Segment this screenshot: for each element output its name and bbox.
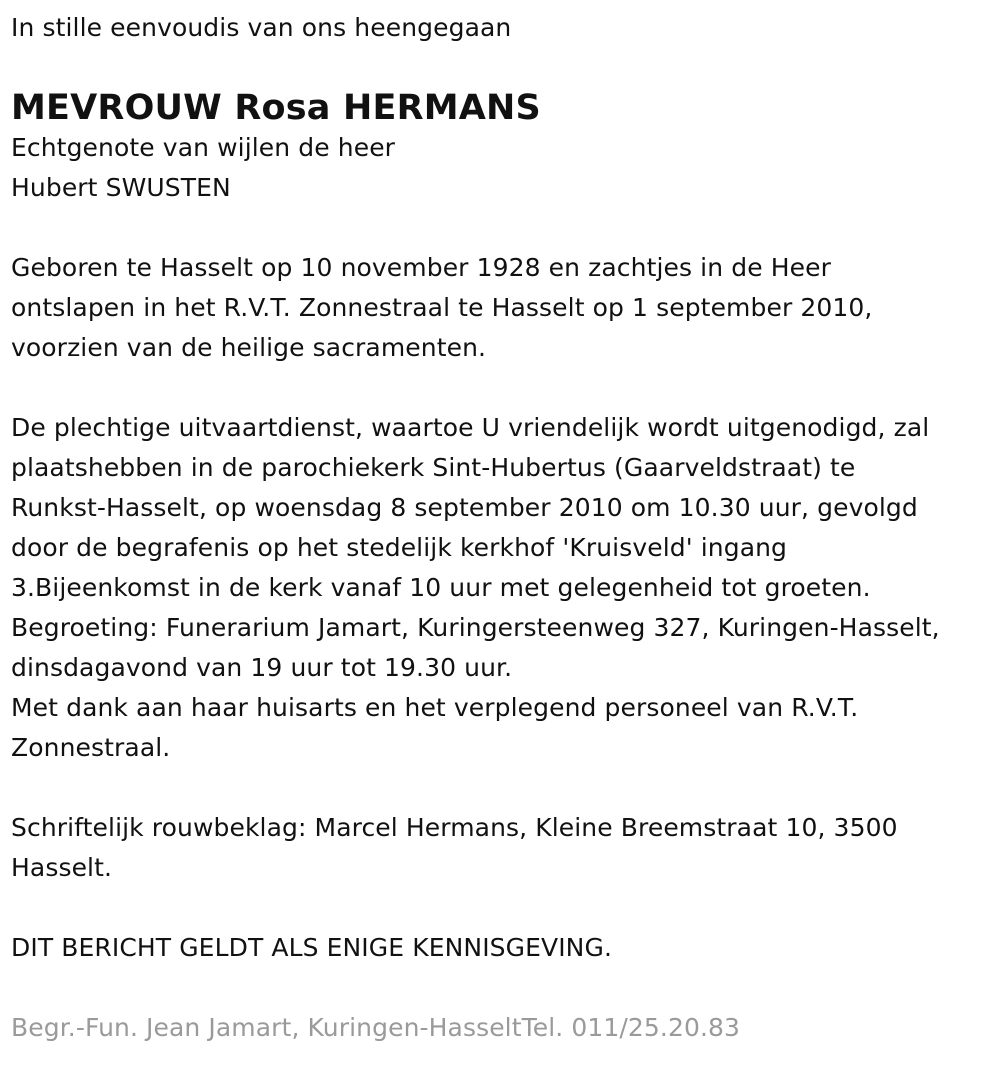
birth-paragraph [11, 248, 1000, 368]
funeral-line: Zonnestraal. [11, 733, 171, 762]
funeral-paragraph [11, 408, 1000, 768]
birth-line: Geboren te Hasselt op 10 november 1928 en zachtjes in de Heer [11, 253, 831, 282]
birth-line: ontslapen in het R.V.T. Zonnestraal te Hasselt op 1 september 2010, [11, 293, 873, 322]
condolence-line: Hasselt. [11, 853, 113, 882]
spouse-line-2: Hubert SWUSTEN [11, 173, 231, 202]
funeral-line: plaatshebben in de parochiekerk Sint-Hubertus (Gaarveldstraat) te [11, 453, 856, 482]
birth-line: voorzien van de heilige sacramenten. [11, 333, 487, 362]
funeral-line: door de begrafenis op het stedelijk kerkhof 'Kruisveld' ingang [11, 533, 788, 562]
funeral-line: De plechtige uitvaartdienst, waartoe U vriendelijk wordt uitgenodigd, zal [11, 413, 930, 442]
funeral-line: Met dank aan haar huisarts en het verplegend personeel van R.V.T. [11, 693, 859, 722]
funeral-line: Runkst-Hasselt, op woensdag 8 september 2010 om 10.30 uur, gevolgd [11, 493, 918, 522]
spouse-line-1: Echtgenote van wijlen de heer [11, 133, 396, 162]
funeral-line: 3.Bijeenkomst in de kerk vanaf 10 uur met gelegenheid tot groeten. [11, 573, 871, 602]
intro-text: In stille eenvoudis van ons heengegaan [11, 13, 512, 42]
condolence-line: Schriftelijk rouwbeklag: Marcel Hermans, Kleine Breemstraat 10, 3500 [11, 813, 898, 842]
funeral-line: Begroeting: Funerarium Jamart, Kuringersteenweg 327, Kuringen-Hasselt, [11, 613, 940, 642]
condolence-paragraph [11, 808, 1000, 888]
deceased-name: MEVROUW Rosa HERMANS [11, 88, 541, 128]
funeral-line: dinsdagavond van 19 uur tot 19.30 uur. [11, 653, 513, 682]
funeral-home-footer: Begr.-Fun. Jean Jamart, Kuringen-HasseltTel. 011/25.20.83 [11, 1013, 741, 1042]
official-notice: DIT BERICHT GELDT ALS ENIGE KENNISGEVING. [11, 933, 612, 962]
